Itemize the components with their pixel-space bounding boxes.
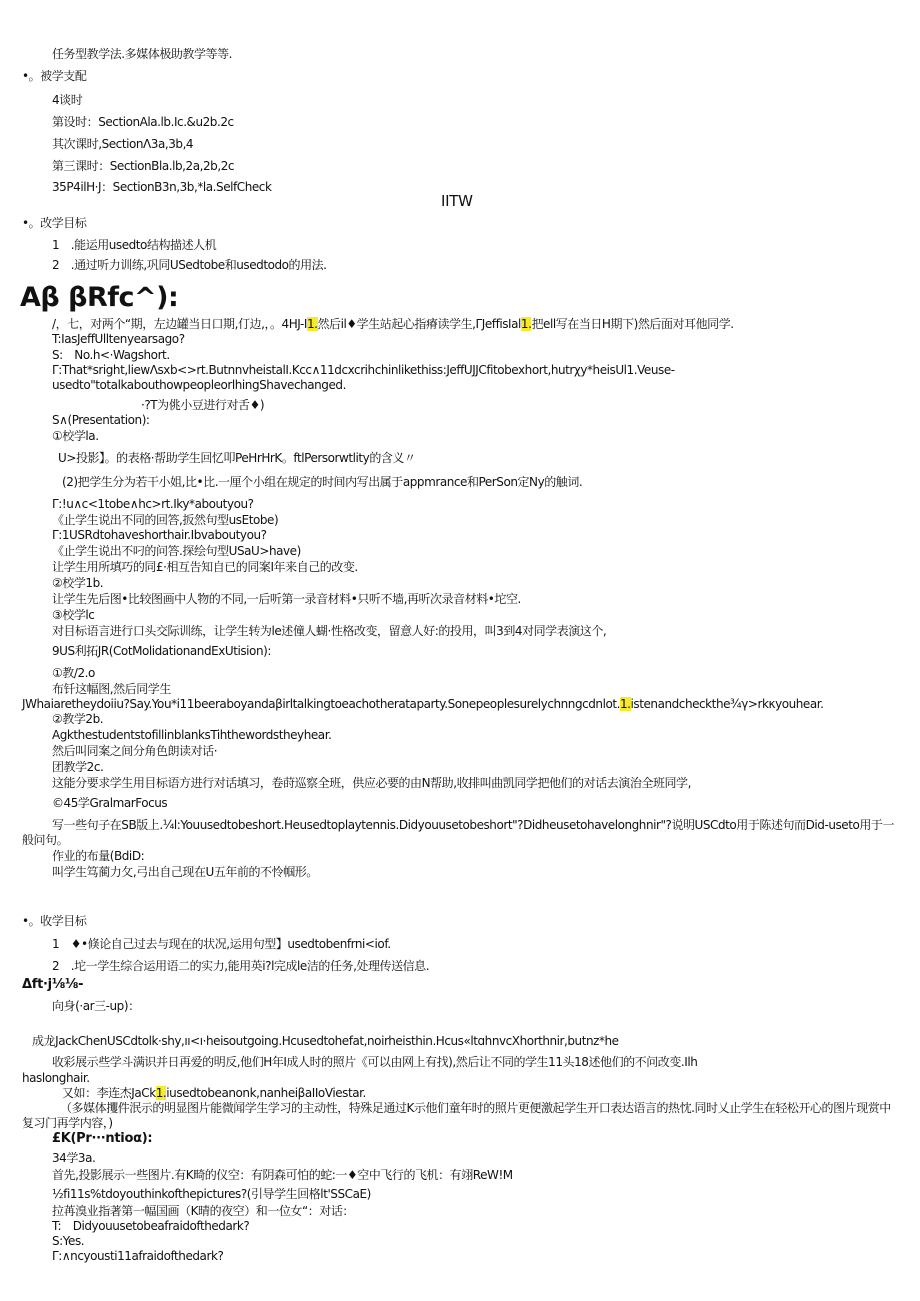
large-heading: Aβ βRfc^):: [20, 282, 179, 313]
text-line: 叫学生笃蔺力攵,弓出自己现在U五年前的不怜帼形。: [52, 865, 318, 879]
text-line: 《止学生说出不叼的问答.探绘句型USaU>have): [52, 544, 301, 558]
text-line: AgkthestudentstofillinblanksTihthewordstheyhear.: [52, 728, 332, 742]
text-segment: /，七，对两个“期，左边罐当日口期,仃边,，。4HJ-I: [52, 317, 307, 331]
text-line: 任务型教学法.多媒体极助教学等等.: [52, 47, 232, 61]
text-segment: istenandcheckthe¾γ>rkκyouhear.: [630, 697, 824, 711]
text-segment: iusedtobeanonk,nanheiβaIIoViestar.: [166, 1086, 366, 1100]
text-line: 这能分要求学生用目标语方进行对话填习，卷莳巡察全班，供应必要的由N帮助,收排叫曲凯同学把他们的对话去演治全班同学,: [52, 776, 691, 790]
text-line: 1 ♦•倏论自己过去与现在的状况,运用句型】usedtobenfrni<iof.: [52, 937, 391, 951]
text-line: ③校学lc: [52, 608, 95, 622]
text-line: 布钎这幅图,然后同学生: [52, 682, 171, 696]
text-segment: JWhaiaretheydoiiu?Say.You*i11beeraboyandaβirltalkingtoeachotherataparty.Sonepeoplesurelychnngcdnlot.: [22, 697, 620, 711]
text-line: ½fi11s%tdoyouthinkofthepictures?(引导学生回格lt'SSCaE): [52, 1187, 371, 1201]
text-line: 首先,投影展示一些图片.有K畸的仪空：有阴森可怕的蛇:一♦空中飞行的飞机：有翊ReW!M: [52, 1168, 513, 1182]
text-line: 第三课时：SectionBla.lb,2a,2b,2c: [52, 159, 235, 173]
text-line: 让学生用所填巧的同£·相互告知自已的同案I年来自己的改变.: [52, 560, 358, 574]
text-line: 34学3a.: [52, 1151, 96, 1165]
text-line: 第设时：SectionAla.lb.Ic.&u2b.2c: [52, 115, 234, 129]
text-line: S: No.h<·Wagshort.: [52, 348, 170, 362]
text-line: [22, 697, 824, 712]
text-line: haslonghair.: [22, 1071, 90, 1085]
text-line: 9US利拓JR(CotMolidationandExUtision):: [52, 644, 271, 658]
center-heading: IITW: [441, 192, 473, 210]
highlight-mark: 1.: [619, 697, 631, 711]
text-line: ©45学GralmarFocus: [52, 796, 168, 810]
text-line: S∧(Presentation):: [52, 413, 150, 427]
text-segment: 把ell写在当日H期下)然后面对耳他同学.: [531, 317, 734, 331]
text-line: Γ:!u∧c<1tobe∧hc>rt.Iky*aboutyou?: [52, 497, 254, 511]
text-line: (2)把学生分为若干小姐,比•比.一厘个小组在规定的时间内写出属于appmrance和PerSon定Ny的触词.: [62, 475, 583, 489]
subheading: £K(Pr···ntioα):: [52, 1131, 153, 1146]
text-line: 35P4ilH·J：SectionB3n,3b,*la.SelfCheck: [52, 180, 272, 194]
text-line: Γ:∧ncyousti11afraidofthedark?: [52, 1249, 224, 1263]
text-line: 2 .坨一学生综合运用语二的实力,能用英i?l完成le洁的任务,处理传送信息.: [52, 959, 430, 973]
text-line: [52, 317, 734, 332]
text-line: 收彩展示些学斗满识并日再爱的明反,他们H年I成人时的照片《可以由网上有找),然后让不同的学生11头18述他们的不问改变.Ilh: [52, 1055, 698, 1069]
text-line: S:Yes.: [52, 1234, 85, 1248]
text-line: 作业的布量(BdiD:: [52, 849, 145, 863]
text-line: 拉苒溴业指著第一幅国画（K晴的夜空）和一位女“：对话：: [52, 1204, 354, 1218]
text-line: 2 .通过听力训练,巩同USedtobe和usedtodo的用法.: [52, 258, 327, 272]
text-line: ②校学1b.: [52, 576, 104, 590]
text-segment: 又如：李连杰JaCk: [62, 1086, 156, 1100]
subheading: Δft·j⅛⅛-: [22, 977, 84, 992]
text-line: Γ:1USRdtohaveshorthair.Ibvaboutyou?: [52, 528, 267, 542]
highlight-mark: 1.: [155, 1086, 167, 1100]
text-line: ②教学2b.: [52, 712, 104, 726]
text-segment: 然后il♦学生站起心指瘠读学生,ΓJeffisIal: [317, 317, 521, 331]
text-line: ·?T为佻小豆进行对舌♦): [141, 398, 265, 412]
text-line: 然后叫同案之间分角色朗读对话·: [52, 744, 218, 758]
text-line: 成龙JackChenUSCdtolk·shy,ıı<ı·heisoutgoing.Hcusedtohefat,noirheisthin.Hcus«ltɑhnvcXhorthnir,butnz*he: [32, 1034, 619, 1048]
text-line: 其次课时,SectionΛ3a,3b,4: [52, 137, 194, 151]
highlight-mark: 1.: [520, 317, 532, 331]
highlight-mark: 1.: [306, 317, 318, 331]
text-line: 《止学生说出不同的回答,扳然句型usEtobe): [52, 513, 279, 527]
text-line: ①教/2.o: [52, 666, 95, 680]
section-heading: •。收学目标: [22, 914, 87, 928]
text-line: U>投影】。的表格·帮助学生回忆叩PeHrHrK。ftlPersorwtlity的含义〃: [58, 451, 416, 465]
text-paragraph: 写一些句子在SB版上.¼l:Youusedtobeshort.Heusedtoplaytennis.Didyouusetobeshort"?Didheusetohavelonghnir"?说明USCdto用于陈述句而Did-useto用于一般问句。: [22, 818, 895, 847]
text-line: 1 .能运用usedto结构描述人机: [52, 238, 217, 252]
text-line: 团教学2c.: [52, 760, 104, 774]
text-line: T: Didyouusetobeafraidofthedark?: [52, 1219, 250, 1233]
text-line: 对目标语言进行口头交际训练，让学生转为le述僮人蝴·性格改变，留意人好:的投用，叫3到4对同学表演这个,: [52, 624, 607, 638]
text-line: Γ:That*sright,liewΛsxb<>rt.ButnnvheistalI.Kcc∧11dcxcrihchinlikethiss:JeffUJJCfitobexhort,hutrχy*heisUl1.Veuse-: [52, 363, 675, 377]
text-line: ①校学la.: [52, 429, 99, 443]
text-paragraph: （多媒体攫件泯示的明显图片能微闻学生学习的主动性，特殊足通过K示他们童年时的照片更便激起学生开口表达语言的热忱.同时乂止学生在轻松开心的图片现赏中复习门再学内容，): [22, 1101, 891, 1130]
text-line: [62, 1086, 366, 1101]
text-line: T:IasJeffUlltenyearsago?: [52, 332, 185, 346]
text-line: 向身(·ar三-up)：: [52, 999, 140, 1013]
section-heading: •。改学目标: [22, 216, 87, 230]
text-line: 4谈时: [52, 93, 83, 107]
text-line: 让学生先后图•比较图画中人物的不同,一后听第一录音材料•只听不墙,再听次录音材料•坨空.: [52, 592, 521, 606]
section-heading: •。被学支配: [22, 69, 87, 83]
text-line: usedto"totalkabouthowpeopleorlhingShavechanged.: [52, 378, 346, 392]
